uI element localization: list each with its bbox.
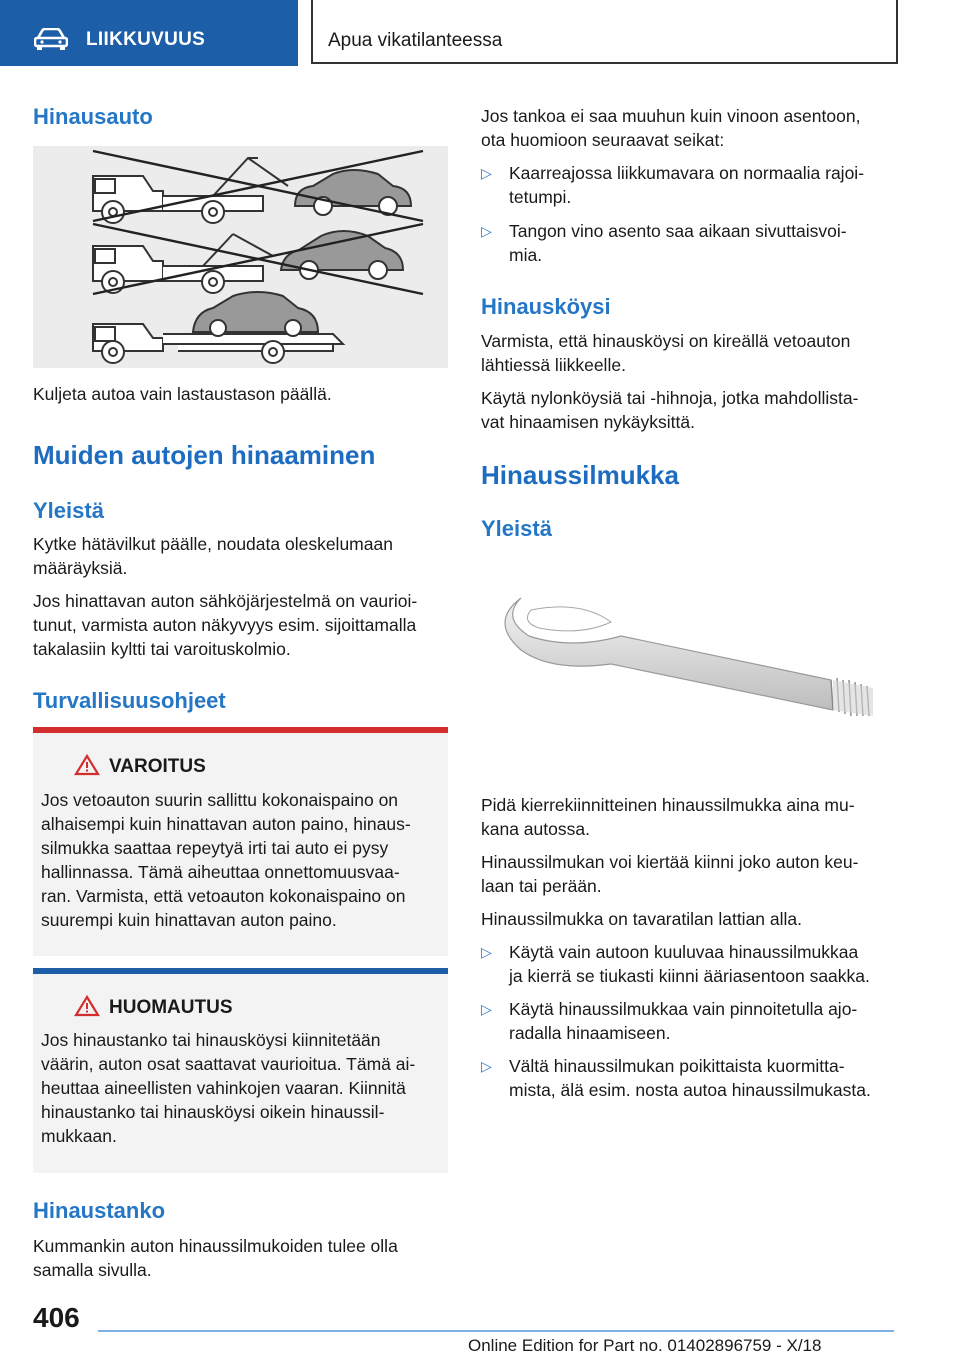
paragraph-line: tunut, varmista auton näkyvyys esim. sijoittamalla: [33, 615, 417, 635]
bullet-triangle-icon: ▷: [481, 165, 492, 181]
paragraph-line: Hinaussilmukan voi kiertää kiinni joko auton keu-: [481, 852, 859, 872]
paragraph-line: kana autossa.: [481, 819, 590, 839]
warning-triangle-icon: [74, 754, 100, 776]
bullet-triangle-icon: ▷: [481, 1058, 492, 1074]
chapter-header: [311, 0, 898, 64]
paragraph-line: laan tai perään.: [481, 876, 602, 896]
list-item-line: mista, älä esim. nosta autoa hinaussilmukasta.: [509, 1080, 871, 1100]
heading-yleista-2: Yleistä: [481, 516, 552, 541]
bullet-triangle-icon: ▷: [481, 1001, 492, 1017]
notice-line: hinaustanko tai hinausköysi oikein hinaussil-: [41, 1102, 385, 1122]
warning-line: suurempi kuin hinattavan auton paino.: [41, 910, 337, 930]
notice-line: mukkaan.: [41, 1126, 117, 1146]
footer-edition: Online Edition for Part no. 01402896759 - X/18: [468, 1336, 822, 1355]
warning-title: VAROITUS: [109, 756, 206, 777]
tow-truck-drawing: [33, 146, 448, 368]
paragraph-line: Jos hinattavan auton sähköjärjestelmä on vaurioi-: [33, 591, 418, 611]
notice-line: väärin, auton osat saattavat vaurioitua. Tämä ai-: [41, 1054, 416, 1074]
heading-hinausauto: Hinausauto: [33, 104, 153, 129]
heading-hinaustanko: Hinaustanko: [33, 1198, 166, 1223]
paragraph-line: Käytä nylonköysiä tai -hihnoja, jotka mahdollista-: [481, 388, 859, 408]
paragraph-line: Jos tankoa ei saa muuhun kuin vinoon asentoon,: [481, 106, 861, 126]
list-item-line: mia.: [509, 245, 543, 265]
list-item-line: radalla hinaamiseen.: [509, 1023, 671, 1043]
list-item-line: Käytä hinaussilmukkaa vain pinnoitetulla ajo-: [509, 999, 858, 1019]
list-item-line: Vältä hinaussilmukan poikittaista kuormitta-: [509, 1056, 845, 1076]
notice-box: [33, 968, 448, 1173]
list-item: [481, 219, 901, 267]
paragraph-line: Varmista, että hinausköysi on kireällä vetoauton: [481, 331, 851, 351]
footer-divider: [98, 1330, 894, 1332]
notice-triangle-icon: [74, 995, 100, 1017]
paragraph-line: takalasiin kyltti tai varoituskolmio.: [33, 639, 291, 659]
list-item-line: ja kierrä se tiukasti kiinni ääriasentoon saakka.: [509, 966, 870, 986]
warning-line: alhaisempi kuin hinattavan auton paino, hinaus-: [41, 814, 411, 834]
list-item: [481, 940, 901, 988]
heading-hinaussilmukka: Hinaussilmukka: [481, 460, 679, 490]
list-item-line: Kaarreajossa liikkumavara on normaalia rajoi-: [509, 163, 865, 183]
car-icon: [34, 28, 68, 50]
warning-line: Jos vetoauton suurin sallittu kokonaispaino on: [41, 790, 399, 810]
list-item: [481, 1054, 901, 1102]
paragraph-line: Kytke hätävilkut päälle, noudata oleskelumaan: [33, 534, 393, 554]
list-item: [481, 161, 901, 209]
heading-hinauskoysi: Hinausköysi: [481, 294, 611, 319]
paragraph-line: samalla sivulla.: [33, 1260, 152, 1280]
warning-body: [41, 788, 446, 932]
heading-muiden: Muiden autojen hinaaminen: [33, 440, 376, 470]
warning-line: silmukka saattaa repeytyä irti tai auto ei pysy: [41, 838, 389, 858]
warning-bar: [33, 727, 448, 733]
page-number: 406: [33, 1302, 80, 1333]
paragraph-line: ota huomioon seuraavat seikat:: [481, 130, 725, 150]
paragraph-line: Hinaussilmukka on tavaratilan lattian alla.: [481, 909, 802, 929]
caption-truck: Kuljeta autoa vain lastaustason päällä.: [33, 384, 332, 404]
notice-line: Jos hinaustanko tai hinausköysi kiinnitetään: [41, 1030, 381, 1050]
paragraph-line: vat hinaamisen nykäyksittä.: [481, 412, 695, 432]
section-tab: [0, 0, 298, 66]
warning-box: [33, 727, 448, 956]
paragraph-line: määräyksiä.: [33, 558, 128, 578]
tow-truck-illustration: [33, 146, 448, 368]
notice-body: [41, 1028, 446, 1148]
paragraph-line: lähtiessä liikkeelle.: [481, 355, 626, 375]
notice-line: heuttaa aineellisten vahinkojen vaaran. Kiinnitä: [41, 1078, 406, 1098]
section-title: LIIKKUVUUS: [86, 29, 206, 50]
paragraph-line: Pidä kierrekiinnitteinen hinaussilmukka aina mu-: [481, 795, 855, 815]
heading-yleista: Yleistä: [33, 498, 104, 523]
notice-title: HUOMAUTUS: [109, 997, 233, 1018]
bullet-triangle-icon: ▷: [481, 944, 492, 960]
towing-eye-illustration: [481, 570, 896, 750]
list-item: [481, 997, 901, 1045]
chapter-title: Apua vikatilanteessa: [328, 30, 503, 51]
warning-line: hallinnassa. Tämä aiheuttaa onnettomuusvaa-: [41, 862, 400, 882]
list-item-line: Tangon vino asento saa aikaan sivuttaisvoi-: [509, 221, 847, 241]
bullet-triangle-icon: ▷: [481, 223, 492, 239]
list-item-line: Käytä vain autoon kuuluvaa hinaussilmukkaa: [509, 942, 859, 962]
paragraph-line: Kummankin auton hinaussilmukoiden tulee olla: [33, 1236, 398, 1256]
warning-line: ran. Varmista, että vetoauton kokonaispaino on: [41, 886, 406, 906]
heading-turvallisuus: Turvallisuusohjeet: [33, 688, 226, 713]
list-item-line: tetumpi.: [509, 187, 572, 207]
notice-bar: [33, 968, 448, 974]
